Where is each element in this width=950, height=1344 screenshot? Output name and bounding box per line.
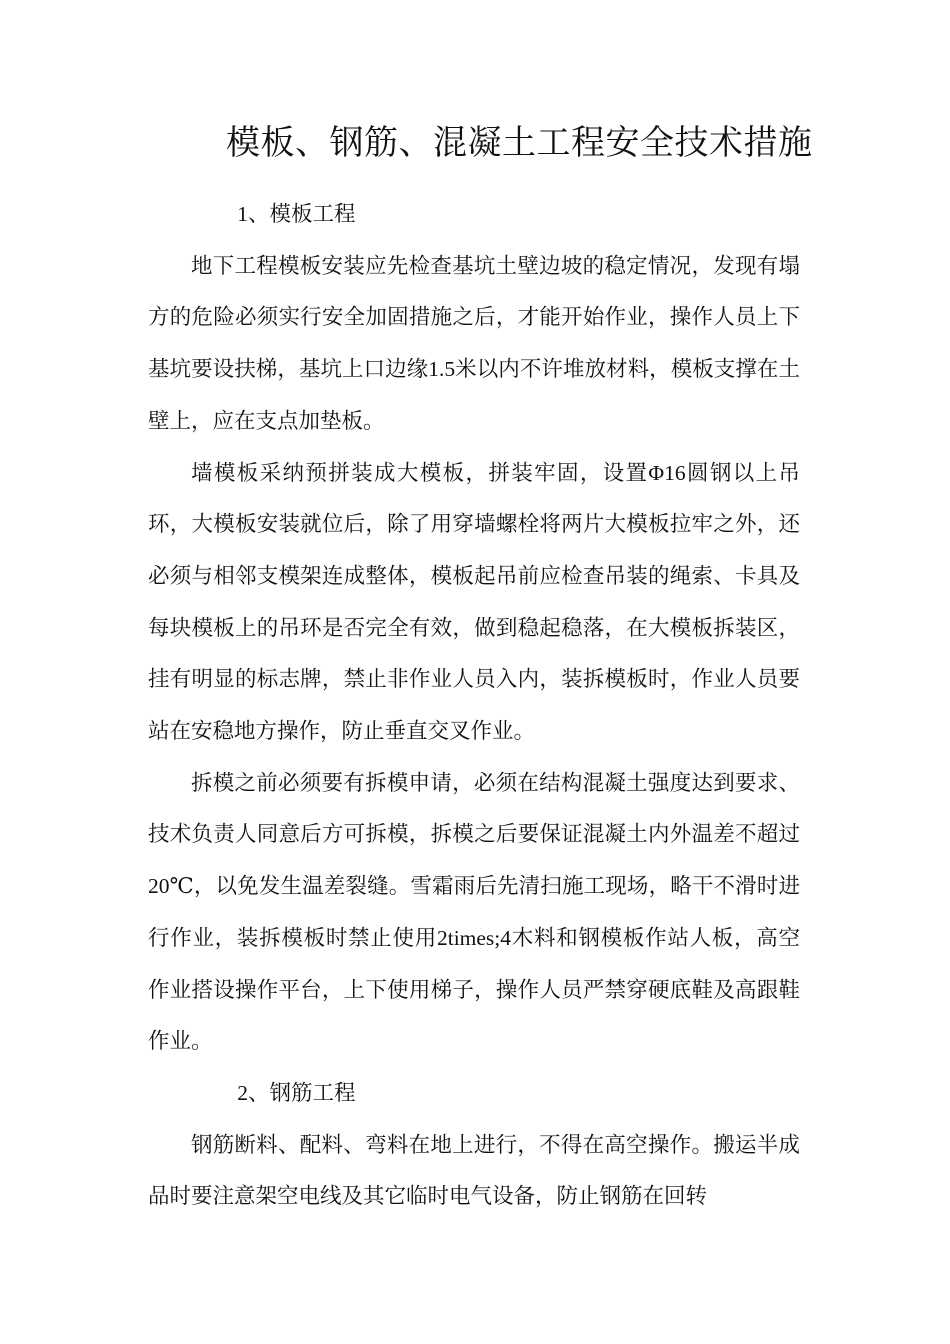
document-body	[148, 189, 800, 1223]
paragraph-wall-formwork: 墙模板采纳预拼装成大模板，拼装牢固，设置Φ16圆钢以上吊环，大模板安装就位后，除了用穿墙螺栓将两片大模板拉牢之外，还必须与相邻支模架连成整体，模板起吊前应检查吊装的绳索、卡具及每块模板上的吊环是否完全有效，做到稳起稳落，在大模板拆装区，挂有明显的标志牌，禁止非作业人员入内，装拆模板时，作业人员要站在安稳地方操作，防止垂直交叉作业。	[148, 460, 800, 744]
section-heading-rebar: 2、钢筋工程	[237, 1080, 356, 1105]
paragraph-rebar-cutting: 钢筋断料、配料、弯料在地上进行，不得在高空操作。搬运半成品时要注意架空电线及其它临时电气设备，防止钢筋在回转	[148, 1132, 800, 1209]
section-heading-formwork: 1、模板工程	[237, 202, 356, 226]
paragraph-formwork-removal: 拆模之前必须要有拆模申请，必须在结构混凝土强度达到要求、技术负责人同意后方可拆模，拆模之后要保证混凝土内外温差不超过20℃，以免发生温差裂缝。雪霜雨后先清扫施工现场，略干不滑时进行作业，装拆模板时禁止使用2times;4木料和钢模板作站人板，高空作业搭设操作平台，上下使用梯子，操作人员严禁穿硬底鞋及高跟鞋作业。	[148, 770, 800, 1054]
document-title: 模板、钢筋、混凝土工程安全技术措施	[226, 125, 813, 162]
paragraph-underground-formwork: 地下工程模板安装应先检查基坑土壁边坡的稳定情况，发现有塌方的危险必须实行安全加固措施之后，才能开始作业，操作人员上下基坑要设扶梯，基坑上口边缘1.5米以内不许堆放材料，模板支撑在土壁上，应在支点加垫板。	[148, 253, 800, 433]
